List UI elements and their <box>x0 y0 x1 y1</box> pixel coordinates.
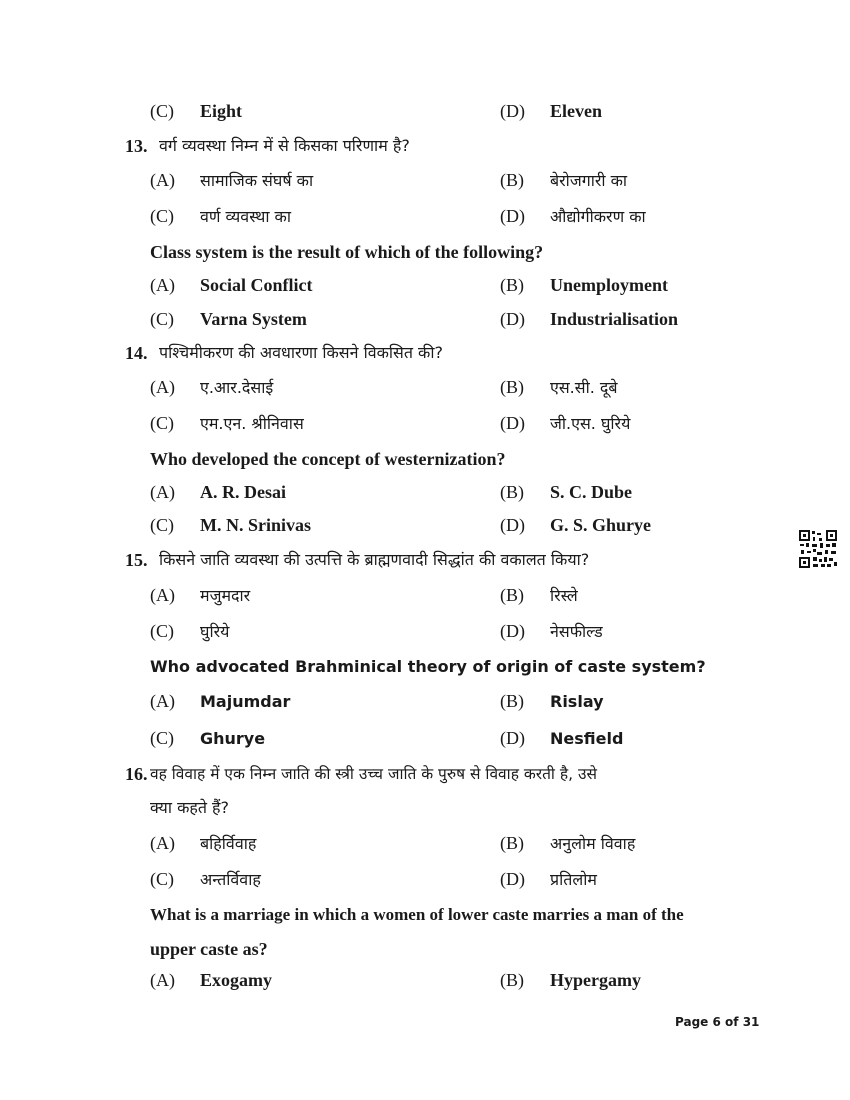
q13-number: 13. <box>125 136 148 156</box>
q13-hi-d-label: (D) <box>500 206 525 226</box>
page-number <box>675 1015 759 1029</box>
q14-hi-a: ए.आर.देसाई <box>200 378 274 397</box>
q16-number: 16. <box>125 764 148 784</box>
q15-en-b: Rislay <box>550 692 604 711</box>
q12-opt-c: Eight <box>200 101 243 121</box>
q14-hi-b: एस.सी. दूबे <box>550 378 618 397</box>
page-total: 31 <box>742 1015 760 1029</box>
q15-en-d: Nesfield <box>550 729 624 748</box>
q14-en-c-label: (C) <box>150 515 174 535</box>
q16-question-en-line2: upper caste as? <box>150 939 268 959</box>
q14-number: 14. <box>125 343 148 363</box>
q16-en-a-label: (A) <box>150 970 175 990</box>
q16-hi-a: बहिर्विवाह <box>200 834 257 853</box>
q13-hi-b-label: (B) <box>500 170 524 190</box>
q14-hi-c-label: (C) <box>150 413 174 433</box>
q15-hi-a-label: (A) <box>150 585 175 605</box>
q13-hi-a-label: (A) <box>150 170 175 190</box>
q15-hi-b-label: (B) <box>500 585 524 605</box>
q12-opt-c-label: (C) <box>150 101 174 121</box>
q16-hi-c: अन्तर्विवाह <box>200 870 261 889</box>
q13-question-hi: वर्ग व्यवस्था निम्न में से किसका परिणाम है? <box>159 136 410 155</box>
q13-en-b: Unemployment <box>550 275 668 295</box>
q16-hi-b: अनुलोम विवाह <box>550 834 636 853</box>
q15-number: 15. <box>125 550 148 570</box>
q16-hi-d-label: (D) <box>500 869 525 889</box>
q15-hi-d: नेसफील्ड <box>550 622 603 641</box>
q16-question-en-line1: What is a marriage in which a women of lower caste marries a man of the <box>150 905 684 924</box>
q16-hi-b-label: (B) <box>500 833 524 853</box>
q14-en-d: G. S. Ghurye <box>550 515 652 535</box>
q14-en-a: A. R. Desai <box>200 482 286 502</box>
q14-hi-a-label: (A) <box>150 377 175 397</box>
q16-question-hi-line2: क्या कहते हैं? <box>150 798 230 817</box>
q12-opt-d: Eleven <box>550 101 602 121</box>
q15-hi-a: मजुमदार <box>200 586 251 605</box>
q15-question-en: Who advocated Brahminical theory of origin of caste system? <box>150 657 706 676</box>
q13-hi-a: सामाजिक संघर्ष का <box>200 171 314 190</box>
q16-hi-d: प्रतिलोम <box>550 870 597 889</box>
q15-en-d-label: (D) <box>500 728 525 748</box>
page-word: Page <box>675 1015 709 1029</box>
q14-hi-c: एम.एन. श्रीनिवास <box>200 414 304 433</box>
q13-question-en: Class system is the result of which of the following? <box>150 242 544 262</box>
q13-en-c: Varna System <box>200 309 307 329</box>
q13-hi-c: वर्ण व्यवस्था का <box>200 207 291 226</box>
of-word: of <box>725 1015 739 1029</box>
q15-hi-d-label: (D) <box>500 621 525 641</box>
q16-hi-a-label: (A) <box>150 833 175 853</box>
q14-hi-d-label: (D) <box>500 413 525 433</box>
q13-en-d-label: (D) <box>500 309 525 329</box>
q15-en-b-label: (B) <box>500 691 524 711</box>
q12-opt-d-label: (D) <box>500 101 525 121</box>
q14-en-c: M. N. Srinivas <box>200 515 312 535</box>
q13-hi-b: बेरोजगारी का <box>550 171 628 190</box>
q13-hi-c-label: (C) <box>150 206 174 226</box>
q13-en-a: Social Conflict <box>200 275 313 295</box>
q14-en-a-label: (A) <box>150 482 175 502</box>
q16-en-b: Hypergamy <box>550 970 641 990</box>
q13-hi-d: औद्योगीकरण का <box>550 207 646 226</box>
q14-question-en: Who developed the concept of westernization? <box>150 449 506 469</box>
q13-en-a-label: (A) <box>150 275 175 295</box>
q14-question-hi: पश्चिमीकरण की अवधारणा किसने विकसित की? <box>159 343 443 362</box>
q14-en-b-label: (B) <box>500 482 524 502</box>
q15-en-c-label: (C) <box>150 728 174 748</box>
q15-hi-c-label: (C) <box>150 621 174 641</box>
q14-en-d-label: (D) <box>500 515 525 535</box>
page-current: 6 <box>712 1015 721 1029</box>
q16-question-hi-line1: वह विवाह में एक निम्न जाति की स्त्री उच्च जाति के पुरुष से विवाह करती है, उसे <box>150 765 597 783</box>
q16-en-b-label: (B) <box>500 970 524 990</box>
q15-hi-c: घुरिये <box>200 622 230 641</box>
q16-en-a: Exogamy <box>200 970 272 990</box>
q16-hi-c-label: (C) <box>150 869 174 889</box>
q15-question-hi: किसने जाति व्यवस्था की उत्पत्ति के ब्राह्मणवादी सिद्धांत की वकालत किया? <box>159 550 590 569</box>
q15-hi-b: रिस्ले <box>550 586 578 605</box>
q14-en-b: S. C. Dube <box>550 482 633 502</box>
q15-en-c: Ghurye <box>200 729 266 748</box>
q13-en-c-label: (C) <box>150 309 174 329</box>
qr-code-icon <box>798 529 838 569</box>
q14-hi-d: जी.एस. घुरिये <box>550 414 631 433</box>
q13-en-b-label: (B) <box>500 275 524 295</box>
q15-en-a: Majumdar <box>200 692 291 711</box>
q15-en-a-label: (A) <box>150 691 175 711</box>
q13-en-d: Industrialisation <box>550 309 679 329</box>
q14-hi-b-label: (B) <box>500 377 524 397</box>
